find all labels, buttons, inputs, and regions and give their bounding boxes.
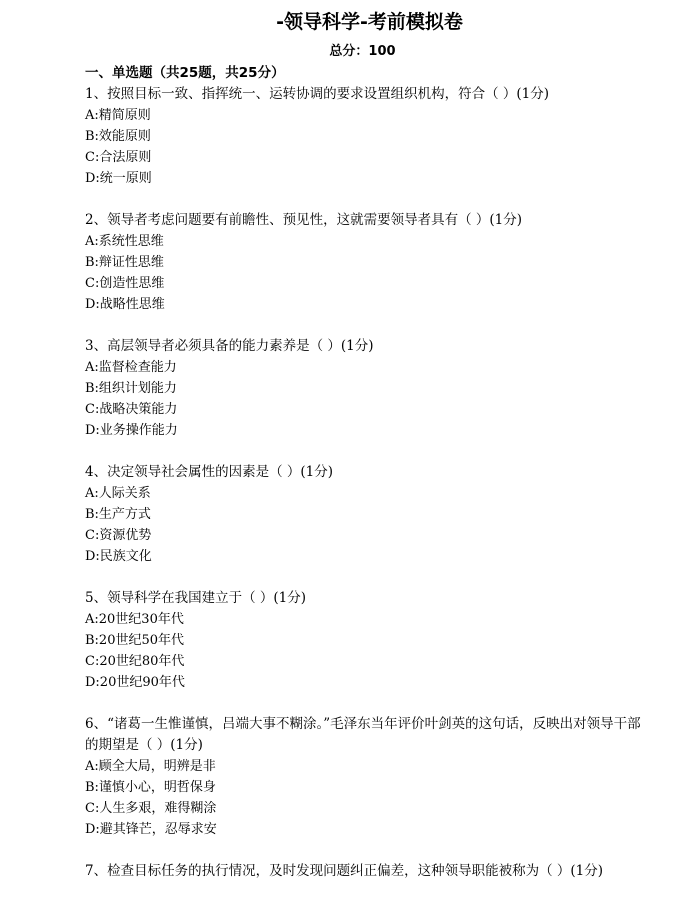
question-stem: 3、高层领导者必须具备的能力素养是（ ）(1分) xyxy=(85,338,374,354)
answer-option: B:生产方式 xyxy=(85,507,151,522)
question-stem: 4、决定领导社会属性的因素是（ ）(1分) xyxy=(85,464,334,480)
answer-option: A:系统性思维 xyxy=(85,234,164,249)
question-stem: 7、检查目标任务的执行情况，及时发现问题纠正偏差，这种领导职能被称为（ ）(1分) xyxy=(85,863,604,879)
answer-option: B:20世纪50年代 xyxy=(85,633,185,648)
answer-option: D:战略性思维 xyxy=(85,297,165,312)
document-title: -领导科学-考前模拟卷 xyxy=(276,11,463,33)
section-heading: 一、单选题（共25题，共25分） xyxy=(85,65,285,81)
question-4 xyxy=(85,462,645,567)
question-list xyxy=(85,84,645,903)
question-stem: 6、“诸葛一生惟谨慎，吕端大事不糊涂。”毛泽东当年评价叶剑英的这句话，反映出对领导干部的期望是（ ）(1分) xyxy=(85,716,641,753)
answer-option: D:业务操作能力 xyxy=(85,423,178,438)
answer-option: B:辩证性思维 xyxy=(85,255,164,270)
answer-option: D:民族文化 xyxy=(85,549,152,564)
answer-option: C:战略决策能力 xyxy=(85,402,178,417)
question-3 xyxy=(85,336,645,441)
question-7 xyxy=(85,861,645,882)
answer-option: D:20世纪90年代 xyxy=(85,675,185,690)
question-stem: 1、按照目标一致、指挥统一、运转协调的要求设置组织机构，符合（ ）(1分) xyxy=(85,86,550,102)
answer-option: C:资源优势 xyxy=(85,528,152,543)
answer-option: A:20世纪30年代 xyxy=(85,612,184,627)
answer-option: D:避其锋芒，忍辱求安 xyxy=(85,822,217,837)
answer-option: B:组织计划能力 xyxy=(85,381,177,396)
answer-option: C:合法原则 xyxy=(85,150,152,165)
question-5 xyxy=(85,588,645,693)
answer-option: A:精简原则 xyxy=(85,108,151,123)
answer-option: C:创造性思维 xyxy=(85,276,165,291)
answer-option: B:谨慎小心，明哲保身 xyxy=(85,780,216,795)
answer-option: D:统一原则 xyxy=(85,171,152,186)
answer-option: A:监督检查能力 xyxy=(85,360,177,375)
total-score: 总分：100 xyxy=(329,44,396,59)
answer-option: C:20世纪80年代 xyxy=(85,654,185,669)
question-stem: 2、领导者考虑问题要有前瞻性、预见性，这就需要领导者具有（ ）(1分) xyxy=(85,212,523,228)
answer-option: B:效能原则 xyxy=(85,129,151,144)
answer-option: A:人际关系 xyxy=(85,486,151,501)
answer-option: C:人生多艰，难得糊涂 xyxy=(85,801,217,816)
question-2 xyxy=(85,210,645,315)
question-1 xyxy=(85,84,645,189)
question-6 xyxy=(85,714,645,840)
question-stem: 5、领导科学在我国建立于（ ）(1分) xyxy=(85,590,307,606)
answer-option: A:顾全大局，明辨是非 xyxy=(85,759,216,774)
